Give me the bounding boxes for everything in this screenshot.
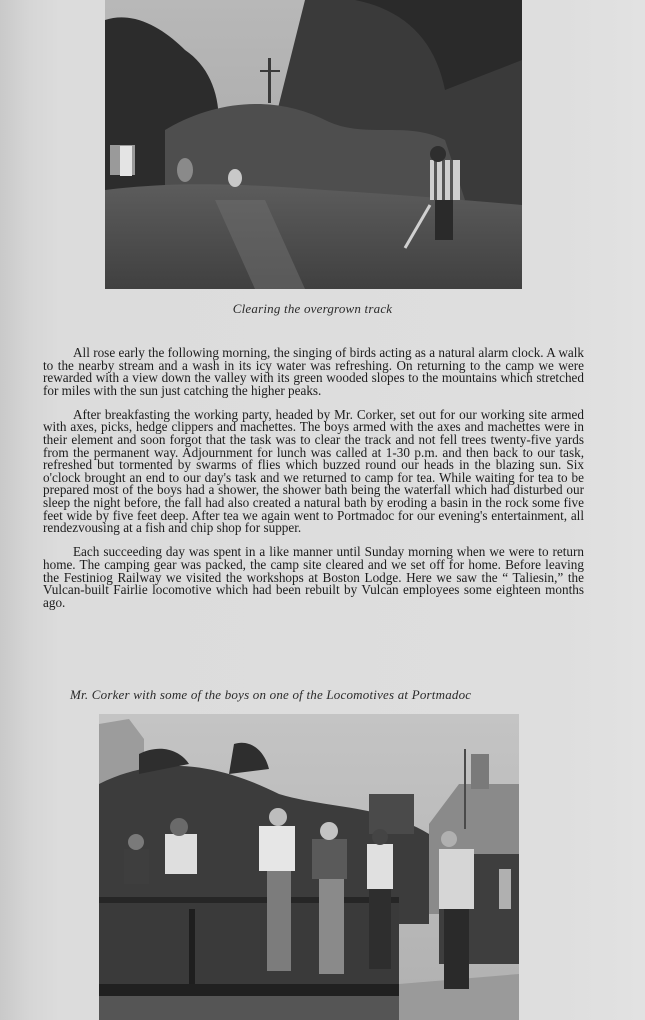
paragraph-working-party: After breakfasting the working party, headed by Mr. Corker, set out for our working site armed with axes, picks, hedge clippers and machettes. The boys armed with the axes and machettes were in their element and soon forgot that the task was to clear the track and not fell trees twenty-five yards from the permanent way. Adjournment for lunch was called at 1-30 p.m. and then back to our task, refreshed but tormented by swarms of flies which buzzed round our heads in the blazing sun. Six o'clock brought an end to our day's task and we returned to camp for tea. While waiting for tea to be prepared most of the boys had a shower, the shower bath being the waterfall which had disturbed our sleep the night before, the fall had also created a natural bath by eroding a basin in the rock some five feet wide by five feet deep. After tea we again went to Portmadoc for our evening's entertainment, all rendezvousing at a fish and chip shop for supper.	[43, 406, 584, 536]
photo-caption-bottom: Mr. Corker with some of the boys on one of the Locomotives at Portmadoc	[70, 687, 472, 702]
article-body	[43, 347, 584, 621]
paragraph-morning: All rose early the following morning, the singing of birds acting as a natural alarm clock. A walk to the nearby stream and a wash in its icy water was refreshing. On returning to the camp we were rewarded with a view down the valley with its green wooded slopes to the mountains which stretched for miles with the sun just catching the higher peaks.	[43, 345, 584, 398]
photo-locomotive-portmadoc-image	[99, 714, 519, 1020]
photo-clearing-track	[105, 0, 522, 289]
photo-clearing-track-image	[105, 0, 522, 289]
photo-locomotive-portmadoc	[99, 714, 519, 1020]
photo-caption-top: Clearing the overgrown track	[232, 301, 393, 316]
paragraph-return-home: Each succeeding day was spent in a like manner until Sunday morning when we were to return home. The camping gear was packed, the camp site cleared and we set off for home. Before leaving the Festiniog Railway we visited the workshops at Boston Lodge. Here we saw the “ Taliesin,” the Vulcan-built Fairlie locomotive which had been rebuilt by Vulcan employees some eighteen months ago.	[43, 544, 584, 610]
